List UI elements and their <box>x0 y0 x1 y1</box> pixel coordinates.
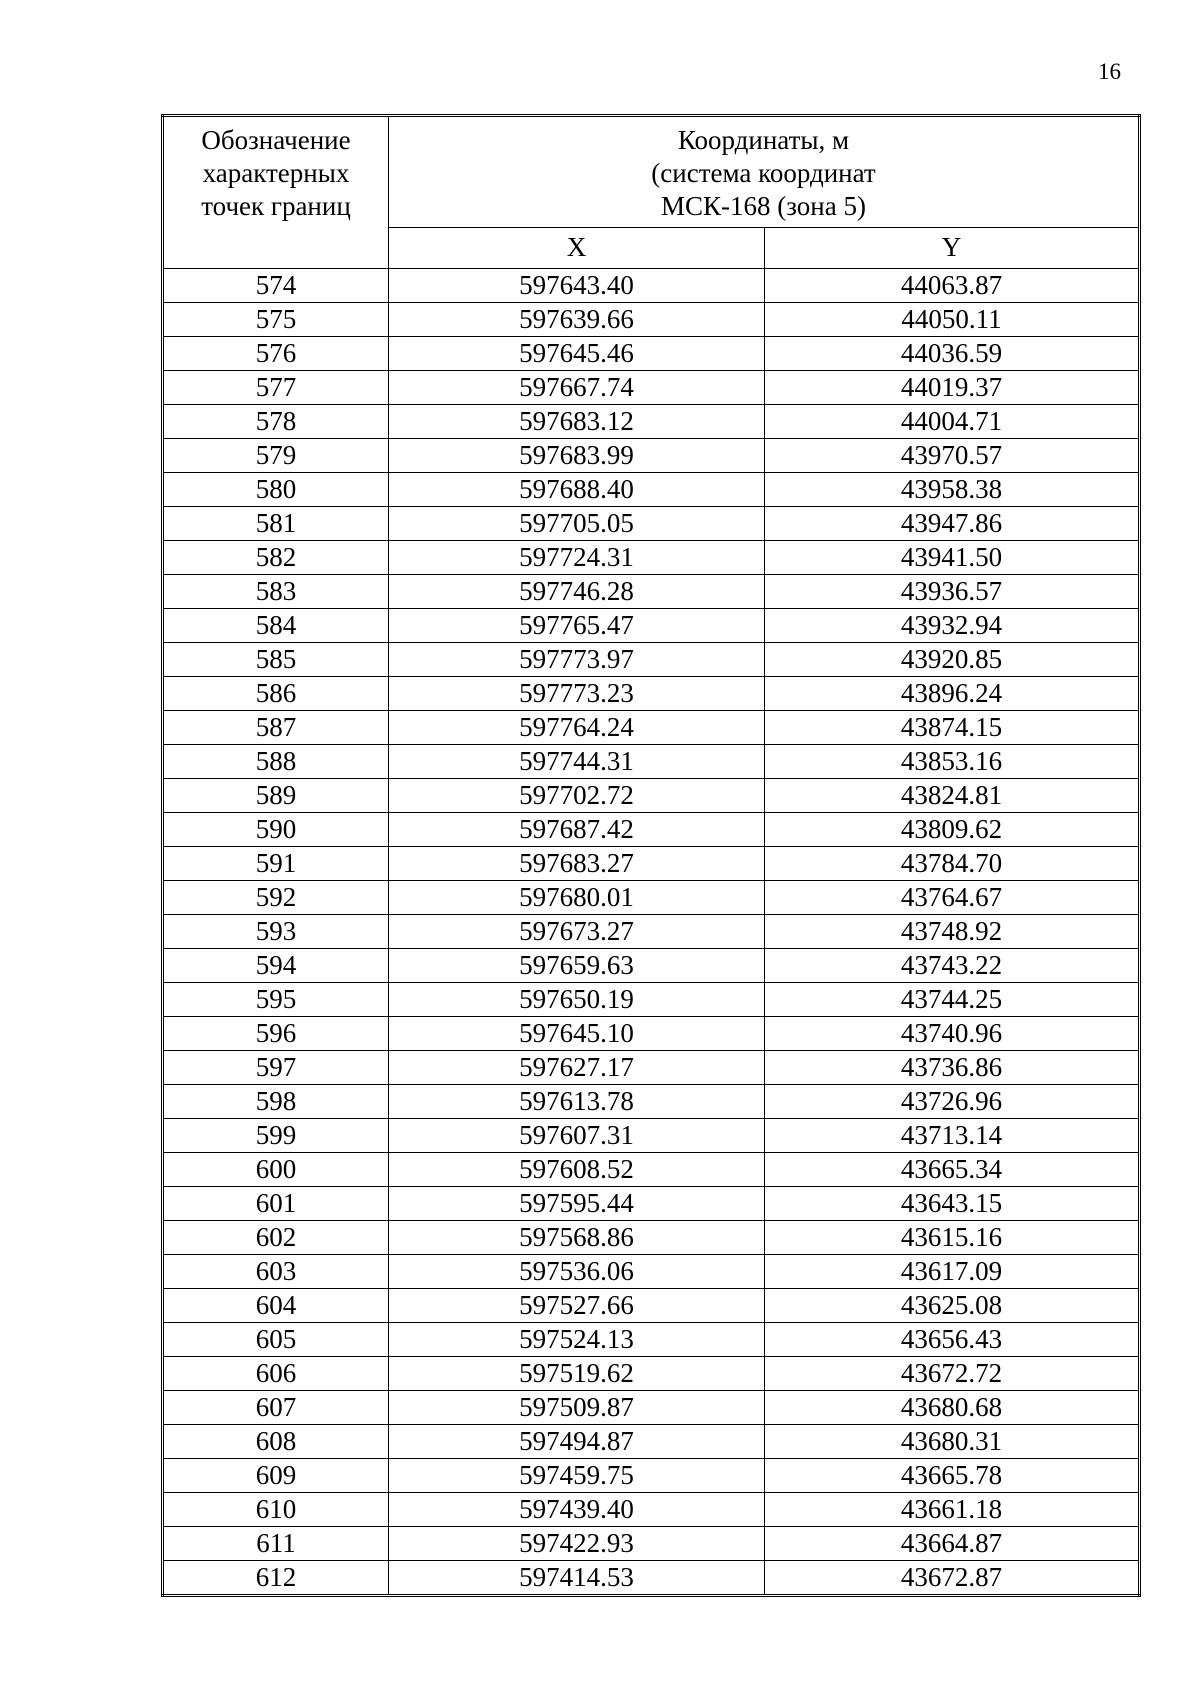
table-row <box>163 1527 1140 1561</box>
cell-y: 43874.15 <box>765 711 1140 745</box>
table-row <box>163 1119 1140 1153</box>
table-row <box>163 1085 1140 1119</box>
cell-y: 43656.43 <box>765 1323 1140 1357</box>
cell-y: 43625.08 <box>765 1289 1140 1323</box>
cell-x: 597687.42 <box>389 813 765 847</box>
cell-x: 597667.74 <box>389 371 765 405</box>
cell-y: 44004.71 <box>765 405 1140 439</box>
cell-y: 43920.85 <box>765 643 1140 677</box>
cell-x: 597439.40 <box>389 1493 765 1527</box>
cell-x: 597519.62 <box>389 1357 765 1391</box>
table-row <box>163 1459 1140 1493</box>
cell-point: 574 <box>163 269 389 303</box>
table-row <box>163 1425 1140 1459</box>
cell-y: 43740.96 <box>765 1017 1140 1051</box>
cell-y: 43661.18 <box>765 1493 1140 1527</box>
cell-x: 597459.75 <box>389 1459 765 1493</box>
header-point-designation <box>163 116 389 269</box>
table-row <box>163 779 1140 813</box>
cell-y: 44050.11 <box>765 303 1140 337</box>
cell-x: 597494.87 <box>389 1425 765 1459</box>
cell-x: 597595.44 <box>389 1187 765 1221</box>
cell-point: 611 <box>163 1527 389 1561</box>
cell-y: 44063.87 <box>765 269 1140 303</box>
table-row <box>163 1051 1140 1085</box>
table-row <box>163 677 1140 711</box>
table-row <box>163 575 1140 609</box>
cell-y: 44019.37 <box>765 371 1140 405</box>
cell-y: 43947.86 <box>765 507 1140 541</box>
cell-x: 597536.06 <box>389 1255 765 1289</box>
cell-point: 597 <box>163 1051 389 1085</box>
table-row <box>163 303 1140 337</box>
table-row <box>163 881 1140 915</box>
cell-point: 602 <box>163 1221 389 1255</box>
header-designation-line: характерных <box>202 158 350 188</box>
table-row <box>163 337 1140 371</box>
cell-point: 582 <box>163 541 389 575</box>
cell-point: 600 <box>163 1153 389 1187</box>
table-row <box>163 1255 1140 1289</box>
cell-y: 43664.87 <box>765 1527 1140 1561</box>
cell-point: 591 <box>163 847 389 881</box>
cell-x: 597702.72 <box>389 779 765 813</box>
cell-point: 585 <box>163 643 389 677</box>
cell-y: 43615.16 <box>765 1221 1140 1255</box>
cell-x: 597613.78 <box>389 1085 765 1119</box>
table-row <box>163 983 1140 1017</box>
cell-y: 43748.92 <box>765 915 1140 949</box>
cell-y: 43726.96 <box>765 1085 1140 1119</box>
cell-point: 594 <box>163 949 389 983</box>
cell-y: 43932.94 <box>765 609 1140 643</box>
cell-x: 597683.99 <box>389 439 765 473</box>
cell-point: 604 <box>163 1289 389 1323</box>
table-row <box>163 745 1140 779</box>
cell-x: 597524.13 <box>389 1323 765 1357</box>
cell-y: 43941.50 <box>765 541 1140 575</box>
table-row <box>163 847 1140 881</box>
table-row <box>163 813 1140 847</box>
cell-x: 597527.66 <box>389 1289 765 1323</box>
header-designation-line: точек границ <box>201 191 351 221</box>
table-header-row <box>163 116 1140 228</box>
cell-x: 597509.87 <box>389 1391 765 1425</box>
cell-point: 581 <box>163 507 389 541</box>
cell-point: 580 <box>163 473 389 507</box>
cell-point: 590 <box>163 813 389 847</box>
header-y: Y <box>765 228 1140 269</box>
cell-x: 597688.40 <box>389 473 765 507</box>
cell-y: 43665.34 <box>765 1153 1140 1187</box>
cell-x: 597765.47 <box>389 609 765 643</box>
table-row <box>163 507 1140 541</box>
cell-point: 610 <box>163 1493 389 1527</box>
cell-y: 43936.57 <box>765 575 1140 609</box>
cell-y: 43896.24 <box>765 677 1140 711</box>
cell-y: 43672.87 <box>765 1561 1140 1596</box>
cell-point: 577 <box>163 371 389 405</box>
cell-y: 44036.59 <box>765 337 1140 371</box>
cell-point: 595 <box>163 983 389 1017</box>
table-row <box>163 371 1140 405</box>
table-row <box>163 1323 1140 1357</box>
cell-y: 43672.72 <box>765 1357 1140 1391</box>
table-row <box>163 609 1140 643</box>
cell-point: 588 <box>163 745 389 779</box>
table-row <box>163 711 1140 745</box>
cell-y: 43665.78 <box>765 1459 1140 1493</box>
table-row <box>163 1391 1140 1425</box>
cell-x: 597744.31 <box>389 745 765 779</box>
cell-x: 597764.24 <box>389 711 765 745</box>
cell-x: 597568.86 <box>389 1221 765 1255</box>
cell-x: 597705.05 <box>389 507 765 541</box>
cell-y: 43809.62 <box>765 813 1140 847</box>
cell-y: 43853.16 <box>765 745 1140 779</box>
cell-x: 597683.27 <box>389 847 765 881</box>
header-coordinates-line: МСК-168 (зона 5) <box>661 191 866 221</box>
cell-point: 607 <box>163 1391 389 1425</box>
cell-point: 596 <box>163 1017 389 1051</box>
cell-point: 583 <box>163 575 389 609</box>
table-body <box>163 269 1140 1596</box>
cell-x: 597724.31 <box>389 541 765 575</box>
cell-point: 576 <box>163 337 389 371</box>
cell-point: 598 <box>163 1085 389 1119</box>
cell-point: 578 <box>163 405 389 439</box>
cell-point: 599 <box>163 1119 389 1153</box>
cell-x: 597746.28 <box>389 575 765 609</box>
table-row <box>163 1357 1140 1391</box>
cell-x: 597683.12 <box>389 405 765 439</box>
table-row <box>163 473 1140 507</box>
header-coordinates <box>389 116 1140 228</box>
header-x: X <box>389 228 765 269</box>
cell-y: 43643.15 <box>765 1187 1140 1221</box>
table-row <box>163 1221 1140 1255</box>
cell-x: 597608.52 <box>389 1153 765 1187</box>
coordinates-table <box>161 114 1141 1597</box>
cell-x: 597607.31 <box>389 1119 765 1153</box>
cell-x: 597627.17 <box>389 1051 765 1085</box>
table-row <box>163 269 1140 303</box>
cell-x: 597645.46 <box>389 337 765 371</box>
table-row <box>163 1561 1140 1596</box>
cell-y: 43784.70 <box>765 847 1140 881</box>
table-row <box>163 1289 1140 1323</box>
cell-point: 593 <box>163 915 389 949</box>
table-row <box>163 949 1140 983</box>
cell-point: 612 <box>163 1561 389 1596</box>
header-designation-line: Обозначение <box>201 125 351 155</box>
cell-point: 587 <box>163 711 389 745</box>
cell-point: 603 <box>163 1255 389 1289</box>
cell-x: 597773.23 <box>389 677 765 711</box>
cell-y: 43958.38 <box>765 473 1140 507</box>
cell-point: 608 <box>163 1425 389 1459</box>
table-row <box>163 439 1140 473</box>
cell-x: 597680.01 <box>389 881 765 915</box>
cell-x: 597659.63 <box>389 949 765 983</box>
cell-x: 597773.97 <box>389 643 765 677</box>
table-row <box>163 915 1140 949</box>
cell-x: 597422.93 <box>389 1527 765 1561</box>
header-coordinates-line: Координаты, м <box>677 125 850 155</box>
cell-x: 597639.66 <box>389 303 765 337</box>
cell-point: 609 <box>163 1459 389 1493</box>
cell-y: 43736.86 <box>765 1051 1140 1085</box>
cell-point: 589 <box>163 779 389 813</box>
table-row <box>163 1017 1140 1051</box>
cell-point: 606 <box>163 1357 389 1391</box>
cell-x: 597645.10 <box>389 1017 765 1051</box>
table-row <box>163 1153 1140 1187</box>
cell-point: 586 <box>163 677 389 711</box>
cell-y: 43970.57 <box>765 439 1140 473</box>
cell-y: 43764.67 <box>765 881 1140 915</box>
cell-y: 43744.25 <box>765 983 1140 1017</box>
cell-point: 579 <box>163 439 389 473</box>
cell-x: 597650.19 <box>389 983 765 1017</box>
table-row <box>163 643 1140 677</box>
cell-point: 605 <box>163 1323 389 1357</box>
cell-point: 601 <box>163 1187 389 1221</box>
cell-y: 43617.09 <box>765 1255 1140 1289</box>
cell-point: 575 <box>163 303 389 337</box>
table-row <box>163 405 1140 439</box>
cell-y: 43743.22 <box>765 949 1140 983</box>
cell-x: 597643.40 <box>389 269 765 303</box>
table-row <box>163 541 1140 575</box>
table-row <box>163 1187 1140 1221</box>
header-coordinates-line: (система координат <box>651 158 876 188</box>
cell-y: 43680.31 <box>765 1425 1140 1459</box>
cell-x: 597414.53 <box>389 1561 765 1596</box>
cell-y: 43824.81 <box>765 779 1140 813</box>
cell-y: 43680.68 <box>765 1391 1140 1425</box>
cell-point: 592 <box>163 881 389 915</box>
cell-point: 584 <box>163 609 389 643</box>
page-number: 16 <box>1098 59 1121 84</box>
cell-y: 43713.14 <box>765 1119 1140 1153</box>
cell-x: 597673.27 <box>389 915 765 949</box>
table-row <box>163 1493 1140 1527</box>
